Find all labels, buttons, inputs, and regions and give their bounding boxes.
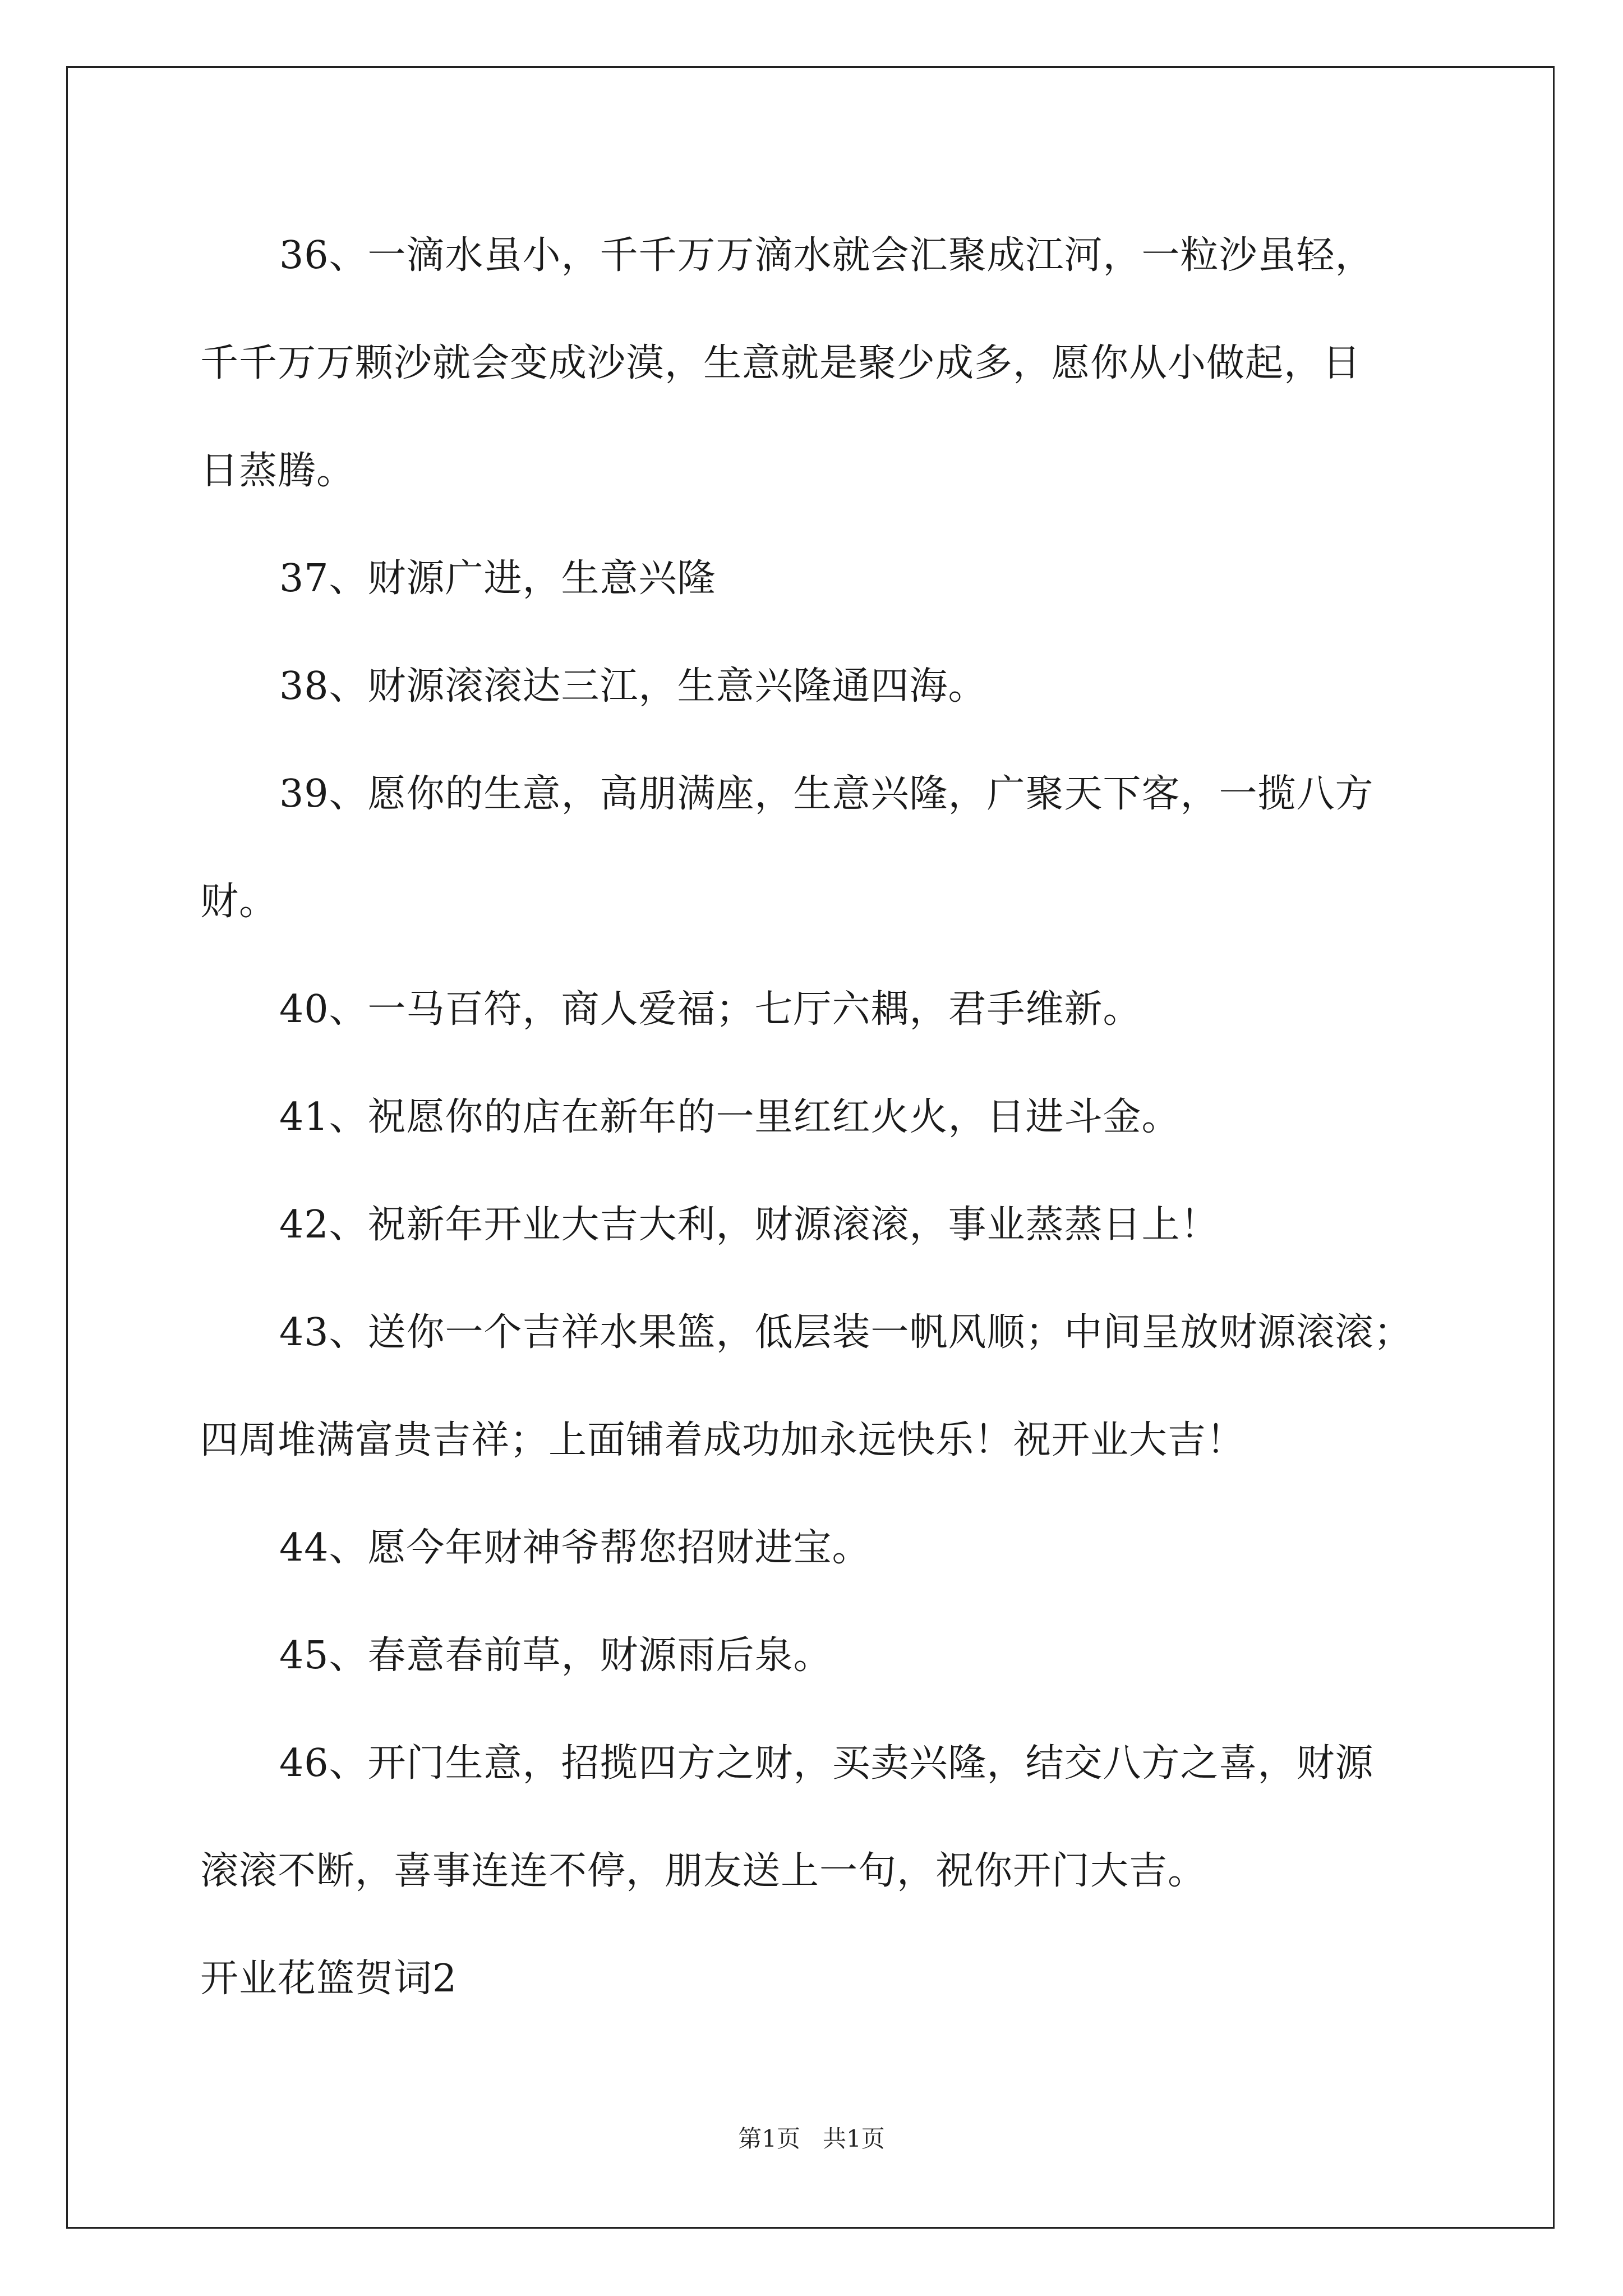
- paragraph-line: 日蒸腾。: [200, 449, 356, 493]
- section-heading: 开业花篮贺词2: [200, 1957, 458, 2001]
- paragraph-list: [200, 202, 1468, 1925]
- paragraph-line: 滚滚不断，喜事连连不停，朋友送上一句，祝你开门大吉。: [200, 1849, 1207, 1893]
- document-body: [200, 202, 1468, 2033]
- paragraph-line: 36、一滴水虽小，千千万万滴水就会汇聚成江河，一粒沙虽轻，: [279, 233, 1374, 278]
- paragraph: [200, 1279, 1468, 1494]
- paragraph: [200, 956, 1468, 1064]
- paragraph-line: 千千万万颗沙就会变成沙漠，生意就是聚少成多，愿你从小做起，日: [200, 341, 1362, 385]
- paragraph-line: 45、春意春前草，财源雨后泉。: [279, 1634, 832, 1678]
- paragraph-line: 38、财源滚滚达三江，生意兴隆通四海。: [279, 664, 987, 708]
- paragraph-line: 40、一马百符，商人爱福；七厅六耦，君手维新。: [279, 987, 1142, 1032]
- page-footer: 第1页 共1页: [738, 2125, 885, 2152]
- paragraph: [200, 525, 1468, 633]
- paragraph: [200, 740, 1468, 956]
- paragraph-line: 42、祝新年开业大吉大利，财源滚滚，事业蒸蒸日上！: [279, 1203, 1219, 1247]
- paragraph-line: 四周堆满富贵吉祥；上面铺着成功加永远快乐！祝开业大吉！: [200, 1418, 1246, 1462]
- paragraph-line: 41、祝愿你的店在新年的一里红红火火，日进斗金。: [279, 1095, 1181, 1139]
- paragraph: [200, 1171, 1468, 1279]
- paragraph: [200, 633, 1468, 740]
- paragraph: [200, 1494, 1468, 1602]
- paragraph: [200, 1602, 1468, 1710]
- paragraph-line: 39、愿你的生意，高朋满座，生意兴隆，广聚天下客，一揽八方: [279, 772, 1374, 816]
- paragraph-line: 37、财源广进，生意兴隆: [279, 556, 716, 601]
- paragraph-line: 财。: [200, 880, 278, 924]
- paragraph: [200, 1064, 1468, 1171]
- paragraph-line: 46、开门生意，招揽四方之财，买卖兴隆，结交八方之喜，财源: [279, 1741, 1374, 1786]
- paragraph: [200, 1710, 1468, 1925]
- paragraph-line: 43、送你一个吉祥水果篮，低层装一帆风顺；中间呈放财源滚滚；: [279, 1310, 1413, 1355]
- paragraph-line: 44、愿今年财神爷帮您招财进宝。: [279, 1526, 871, 1570]
- paragraph: [200, 202, 1468, 525]
